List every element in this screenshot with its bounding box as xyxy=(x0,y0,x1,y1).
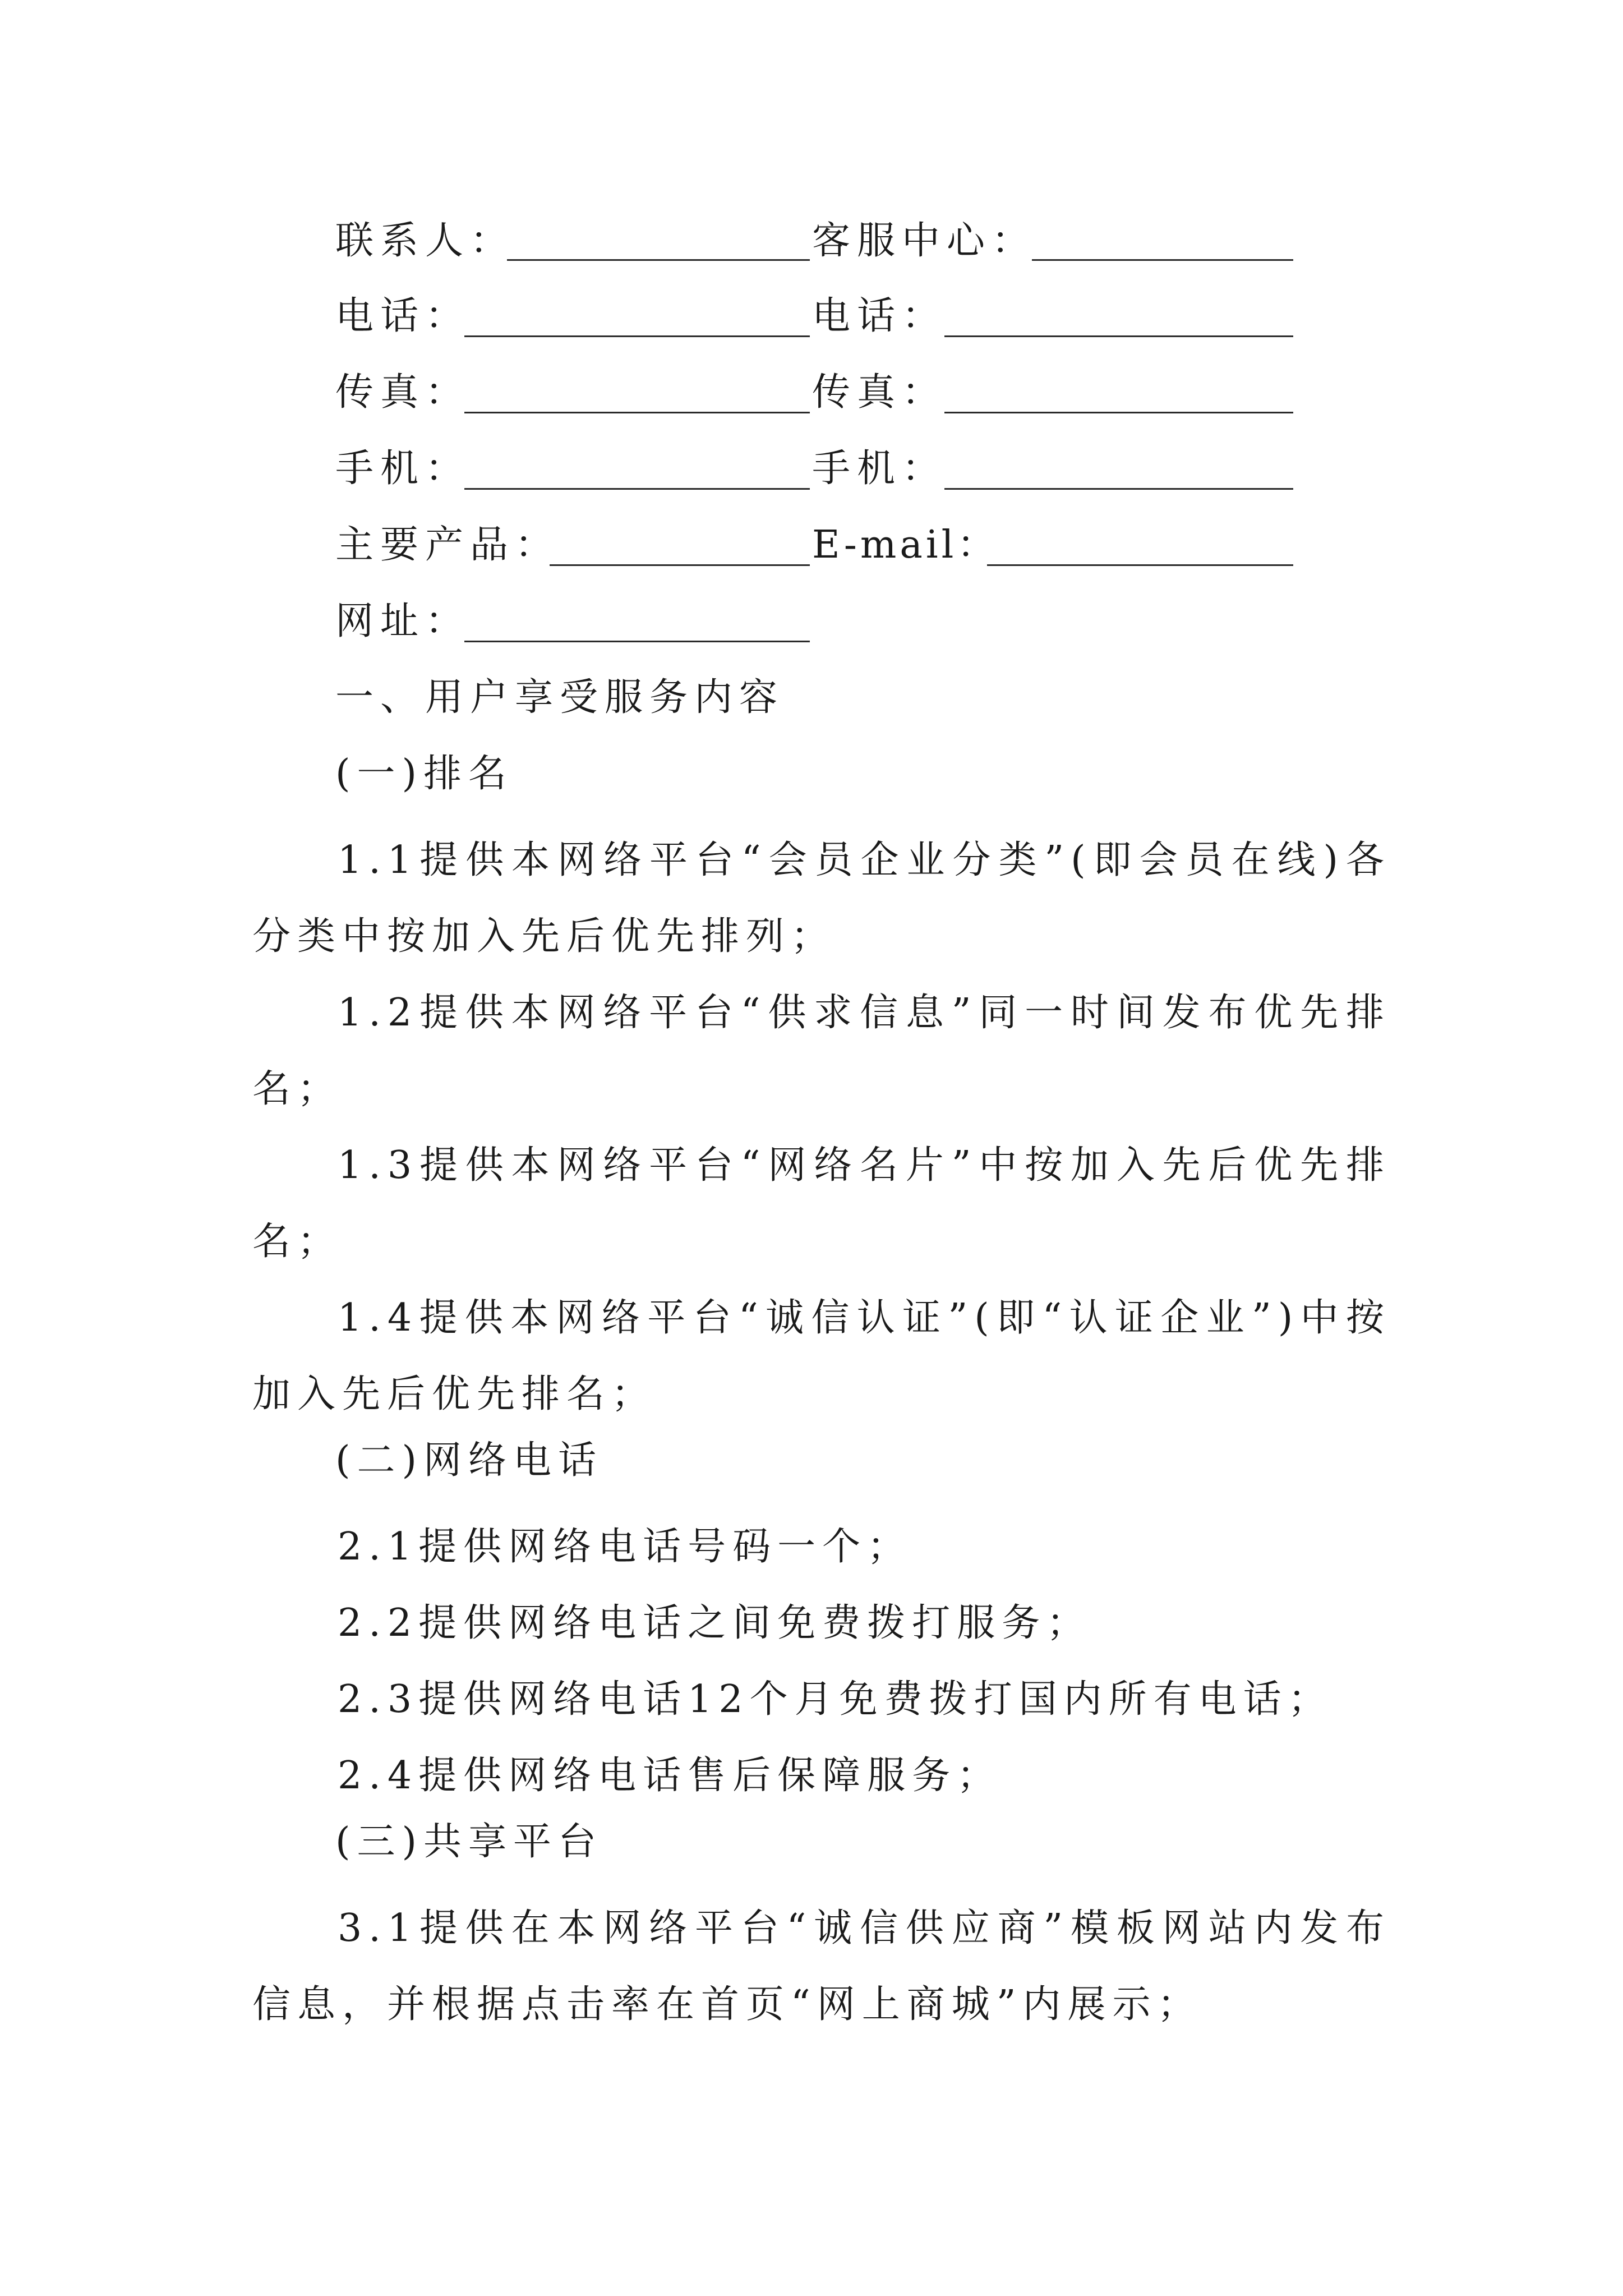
fill-blank-line[interactable] xyxy=(944,488,1293,490)
contact-label-left: 手机： xyxy=(335,447,471,491)
contact-label-right: 手机： xyxy=(812,447,947,491)
subsection-title: (三)共享平台 xyxy=(335,1820,603,1864)
subsection-title: (一)排名 xyxy=(335,752,514,796)
list-item: 1.3提供本网络平台“网络名片”中按加入先后优先排名； xyxy=(252,1143,1391,1264)
list-item: 1.1提供本网络平台“会员企业分类”(即会员在线)各分类中按加入先后优先排列； xyxy=(252,838,1391,959)
fill-blank-line[interactable] xyxy=(464,488,810,490)
fill-blank-line[interactable] xyxy=(507,259,810,261)
list-item: 2.3提供网络电话12个月免费拨打国内所有电话； xyxy=(338,1677,1333,1722)
fill-blank-line[interactable] xyxy=(464,335,810,337)
list-item: 2.2提供网络电话之间免费拨打服务； xyxy=(338,1601,1092,1645)
fill-blank-line[interactable] xyxy=(944,335,1293,337)
contact-label-left: 电话： xyxy=(335,294,471,338)
fill-blank-line[interactable] xyxy=(464,641,810,642)
contact-label-left: 联系人： xyxy=(335,219,515,263)
section-heading: 一、用户享受服务内容 xyxy=(335,675,785,720)
fill-blank-line[interactable] xyxy=(987,564,1293,566)
contact-label-right: 传真： xyxy=(812,370,947,415)
fill-blank-line[interactable] xyxy=(550,564,810,566)
list-item: 2.4提供网络电话售后保障服务； xyxy=(338,1754,1002,1798)
contact-label-left: 网址： xyxy=(335,599,471,643)
subsection-title: (二)网络电话 xyxy=(335,1438,603,1483)
contact-label-left: 传真： xyxy=(335,370,471,415)
fill-blank-line[interactable] xyxy=(944,412,1293,413)
contact-label-left: 主要产品： xyxy=(335,523,560,567)
contact-label-right: E-mail： xyxy=(812,523,999,567)
list-item: 2.1提供网络电话号码一个； xyxy=(338,1525,912,1569)
list-item: 1.4提供本网络平台“诚信认证”(即“认证企业”)中按加入先后优先排名； xyxy=(252,1296,1391,1416)
list-item: 1.2提供本网络平台“供求信息”同一时间发布优先排名； xyxy=(252,991,1391,1111)
contact-label-right: 电话： xyxy=(812,294,947,338)
fill-blank-line[interactable] xyxy=(1032,259,1293,261)
contact-label-right: 客服中心： xyxy=(812,219,1037,263)
list-item: 3.1提供在本网络平台“诚信供应商”模板网站内发布信息，并根据点击率在首页“网上商城”内展示； xyxy=(252,1906,1391,2027)
fill-blank-line[interactable] xyxy=(464,412,810,413)
